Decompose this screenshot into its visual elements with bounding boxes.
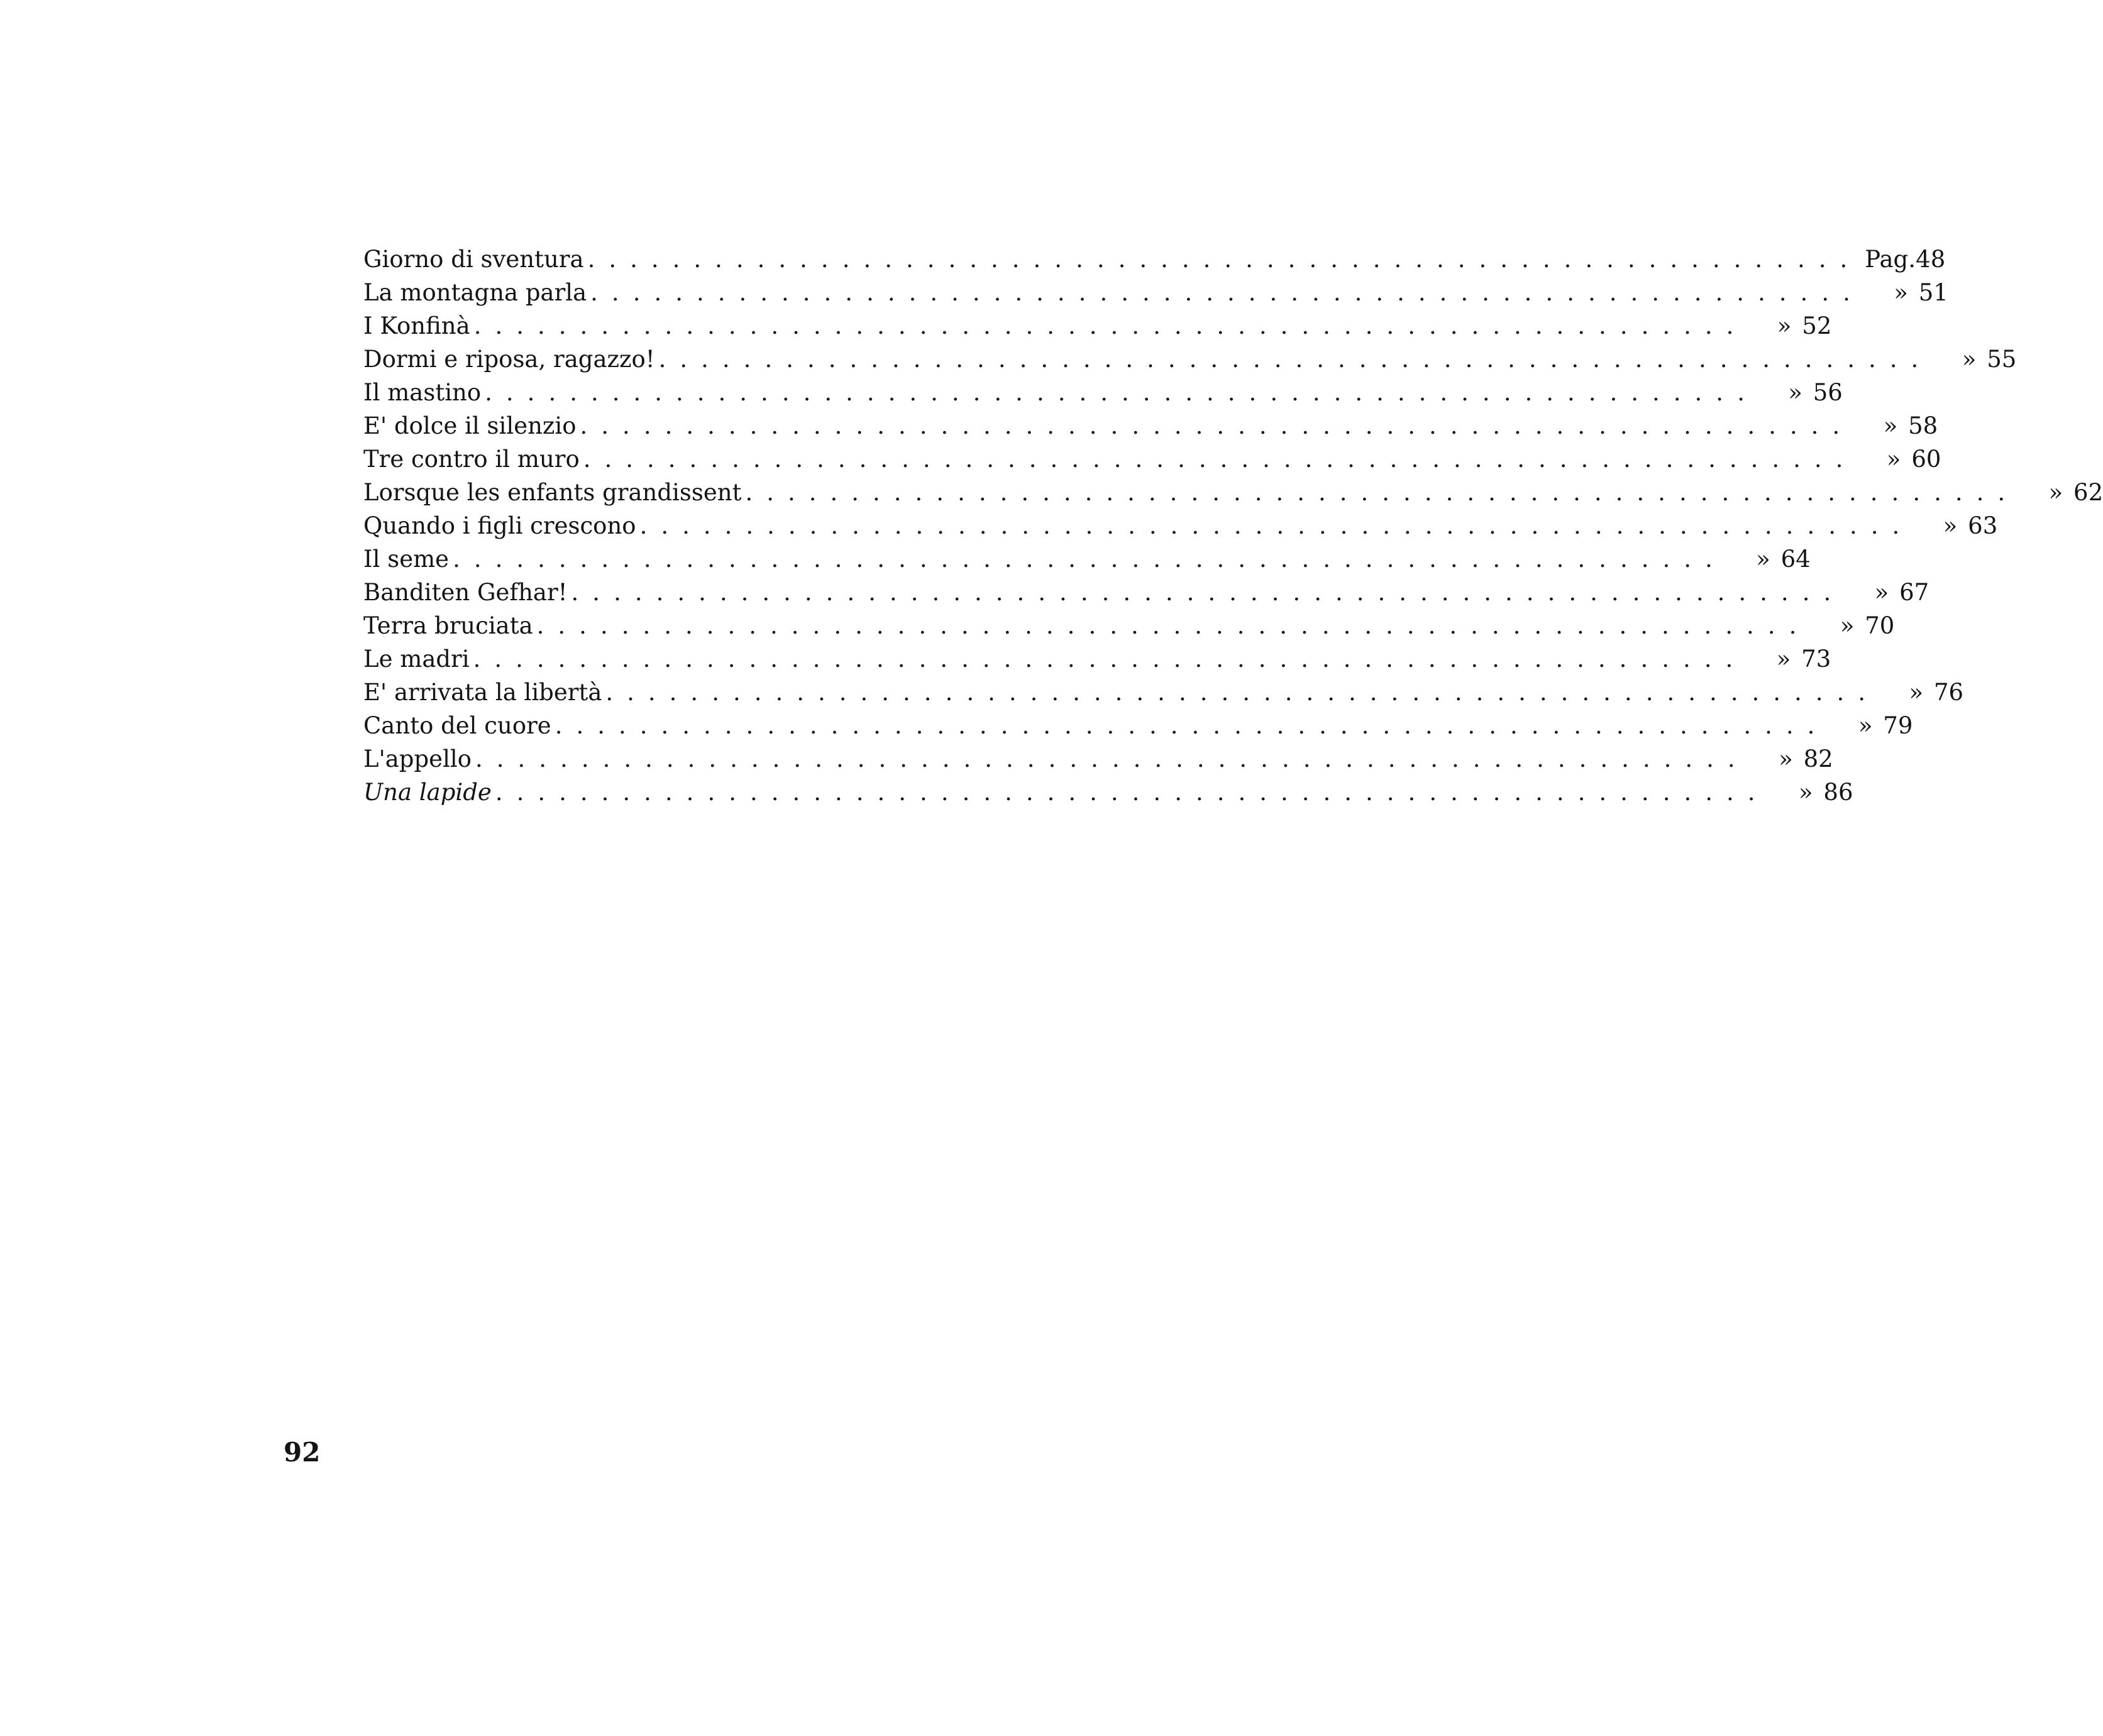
toc-entry-page: 73: [1801, 646, 1831, 673]
toc-entry: [363, 476, 2103, 509]
toc-entry-marker: »: [1894, 279, 1908, 306]
toc-entry-page: 86: [1823, 779, 1853, 806]
table-of-contents: [363, 243, 2103, 809]
toc-leader-dots: ............................................................: [658, 346, 1933, 373]
toc-entry: [363, 742, 1833, 776]
toc-entry-page: 55: [1987, 346, 2017, 373]
toc-entry: [363, 376, 1843, 409]
toc-entry-title: Il mastino: [363, 379, 482, 406]
toc-entry-title: Una lapide: [363, 779, 492, 806]
toc-entry-marker: Pag.: [1865, 246, 1916, 273]
toc-entry-marker: »: [2048, 479, 2063, 506]
toc-leader-dots: ............................................................: [473, 646, 1747, 673]
toc-entry-marker: »: [1858, 712, 1873, 739]
toc-entry-title: Canto del cuore: [363, 712, 551, 739]
toc-leader-dots: ............................................................: [555, 712, 1829, 739]
toc-entry-marker: »: [1756, 546, 1770, 573]
toc-entry: [363, 343, 2017, 376]
toc-entry: [363, 509, 1998, 542]
toc-leader-dots: ............................................................: [590, 279, 1864, 306]
toc-entry-title: Quando i figli crescono: [363, 512, 636, 539]
toc-entry-marker: »: [1777, 312, 1792, 339]
toc-entry-title: Tre contro il muro: [363, 446, 580, 473]
toc-entry: [363, 709, 1913, 742]
toc-entry-title: Dormi e riposa, ragazzo!: [363, 346, 655, 373]
toc-entry-marker: »: [1909, 679, 1924, 706]
toc-entry-marker: »: [1840, 612, 1855, 639]
toc-entry-title: Terra bruciata: [363, 612, 533, 639]
toc-entry-page: 56: [1813, 379, 1843, 406]
toc-entry-page: 51: [1918, 279, 1948, 306]
toc-entry-page: 48: [1916, 246, 1946, 273]
toc-entry-page: 76: [1933, 679, 1964, 706]
toc-entry-title: Il seme: [363, 546, 450, 573]
toc-entry-page: 52: [1802, 312, 1832, 339]
toc-entry: [363, 442, 1941, 476]
toc-entry-marker: »: [1943, 512, 1958, 539]
page-number: 92: [284, 1437, 321, 1468]
toc-entry-marker: »: [1886, 446, 1901, 473]
toc-leader-dots: ............................................................: [495, 779, 1769, 806]
toc-entry: [363, 542, 1811, 576]
toc-entry-page: 67: [1899, 579, 1929, 606]
toc-leader-dots: ............................................................: [453, 546, 1726, 573]
toc-entry-title: I Konfinà: [363, 312, 470, 339]
toc-entry-marker: »: [1962, 346, 1977, 373]
toc-leader-dots: ............................................................: [587, 246, 1862, 273]
toc-entry-page: 58: [1908, 412, 1938, 439]
toc-entry-marker: »: [1788, 379, 1802, 406]
toc-entry: [363, 276, 1948, 309]
toc-entry-title: Giorno di sventura: [363, 246, 584, 273]
toc-entry: [363, 309, 1832, 343]
toc-entry-marker: »: [1776, 646, 1791, 673]
toc-entry: [363, 642, 1831, 676]
toc-entry: [363, 576, 1929, 609]
toc-entry-page: 63: [1968, 512, 1998, 539]
toc-entry: [363, 243, 1946, 276]
toc-entry: [363, 776, 1853, 809]
toc-entry-marker: »: [1779, 745, 1793, 772]
toc-entry-title: E' dolce il silenzio: [363, 412, 577, 439]
toc-leader-dots: ............................................................: [473, 312, 1748, 339]
toc-entry-marker: »: [1798, 779, 1813, 806]
toc-entry-page: 70: [1865, 612, 1895, 639]
toc-entry-page: 62: [2073, 479, 2103, 506]
toc-leader-dots: ............................................................: [745, 479, 2019, 506]
toc-entry-marker: »: [1874, 579, 1889, 606]
toc-entry-title: Lorsque les enfants grandissent: [363, 479, 742, 506]
toc-entry-page: 82: [1803, 745, 1833, 772]
toc-leader-dots: ............................................................: [639, 512, 1914, 539]
toc-leader-dots: ............................................................: [485, 379, 1758, 406]
toc-leader-dots: ............................................................: [475, 745, 1749, 772]
toc-entry-title: La montagna parla: [363, 279, 587, 306]
toc-entry-page: 60: [1911, 446, 1941, 473]
toc-entry-page: 79: [1883, 712, 1913, 739]
toc-entry: [363, 409, 1938, 442]
toc-leader-dots: ............................................................: [571, 579, 1845, 606]
toc-entry-marker: »: [1883, 412, 1898, 439]
toc-entry: [363, 676, 1964, 709]
toc-entry-page: 64: [1780, 546, 1811, 573]
toc-entry-title: E' arrivata la libertà: [363, 679, 602, 706]
toc-entry-title: Banditen Gefhar!: [363, 579, 568, 606]
toc-leader-dots: ............................................................: [536, 612, 1811, 639]
toc-leader-dots: ............................................................: [605, 679, 1880, 706]
toc-leader-dots: ............................................................: [583, 446, 1857, 473]
toc-entry-title: L'appello: [363, 745, 472, 772]
toc-entry: [363, 609, 1895, 642]
toc-leader-dots: ............................................................: [580, 412, 1854, 439]
toc-entry-title: Le madri: [363, 646, 470, 673]
